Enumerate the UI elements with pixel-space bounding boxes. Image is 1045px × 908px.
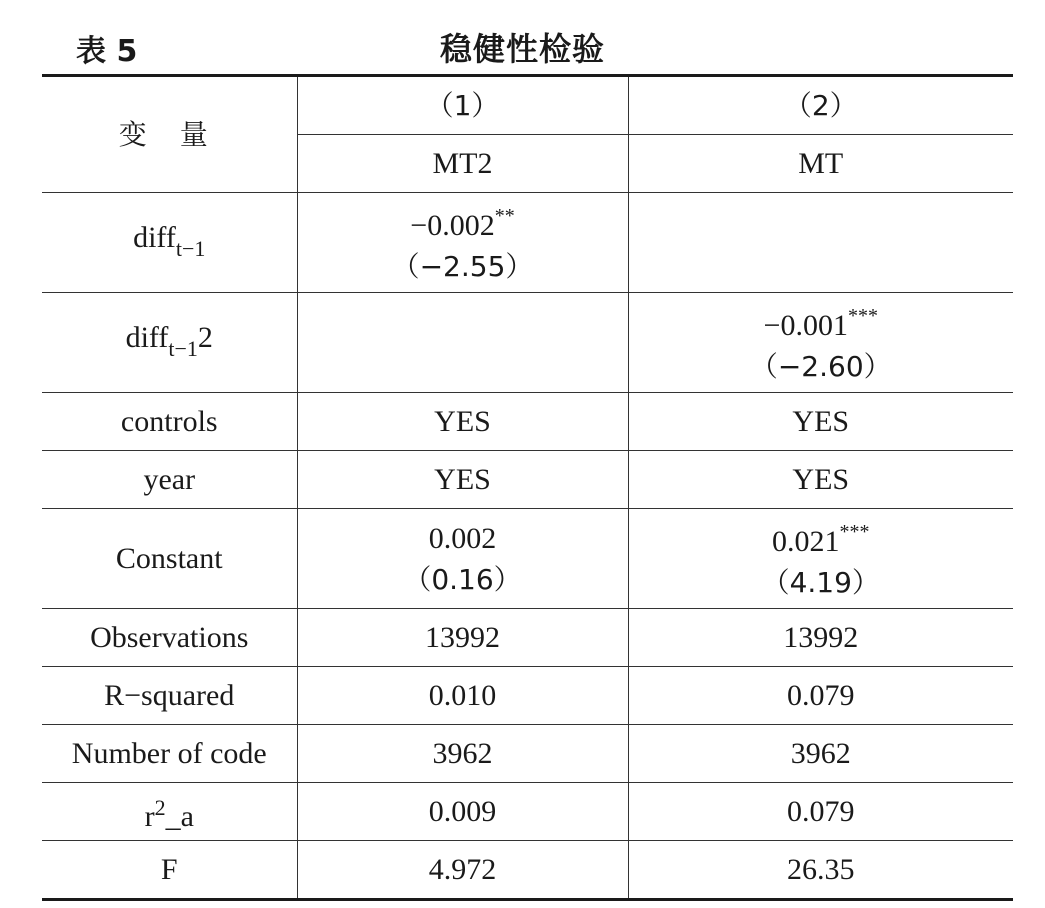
t-stat: （−2.55） xyxy=(391,250,534,283)
col2-number-cell xyxy=(628,76,1013,135)
header-row-1 xyxy=(42,76,1013,135)
row-label-diff2 xyxy=(42,293,297,393)
row-label-year: year xyxy=(42,451,297,509)
r-squared-col1: 0.010 xyxy=(297,667,628,725)
table-row-observations xyxy=(42,609,1013,667)
table-number: 表 5 xyxy=(76,34,138,69)
t-stat: （−2.60） xyxy=(749,350,892,383)
label-base: diff xyxy=(133,220,176,254)
row-label-controls: controls xyxy=(42,393,297,451)
observations-col1: 13992 xyxy=(297,609,628,667)
significance-stars: *** xyxy=(847,305,878,327)
regression-table xyxy=(42,74,1013,901)
constant-col1 xyxy=(297,509,628,609)
table-row-f xyxy=(42,841,1013,900)
coef-value: 0.002 xyxy=(428,521,497,555)
diff-col2-empty xyxy=(628,193,1013,293)
row-label-r-squared: R−squared xyxy=(42,667,297,725)
r2-a-col1: 0.009 xyxy=(297,783,628,841)
table-row-r2-a xyxy=(42,783,1013,841)
label-base: diff xyxy=(125,320,169,354)
row-label-observations: Observations xyxy=(42,609,297,667)
coef-value: 0.021 xyxy=(772,525,840,558)
label-superscript: 2 xyxy=(154,794,166,820)
col1-number: （1） xyxy=(425,89,500,122)
significance-stars: ** xyxy=(494,205,515,227)
t-stat: （0.16） xyxy=(403,562,522,596)
diff-col1 xyxy=(297,193,628,293)
controls-col1: YES xyxy=(297,393,628,451)
table-row-controls xyxy=(42,393,1013,451)
year-col2: YES xyxy=(628,451,1013,509)
f-col1: 4.972 xyxy=(297,841,628,900)
diff2-col1-empty xyxy=(297,293,628,393)
col1-dependent-var: MT2 xyxy=(297,135,628,193)
f-col2: 26.35 xyxy=(628,841,1013,900)
table-row-number-of-code xyxy=(42,725,1013,783)
label-base: r xyxy=(144,799,155,833)
table-caption xyxy=(0,22,1045,70)
row-label-diff xyxy=(42,193,297,293)
row-label-number-of-code: Number of code xyxy=(42,725,297,783)
diff2-col2 xyxy=(628,293,1013,393)
label-subscript: t−1 xyxy=(175,235,206,261)
constant-col2 xyxy=(628,509,1013,609)
coef-value: −0.002 xyxy=(410,209,495,242)
t-stat: （4.19） xyxy=(761,566,880,599)
number-of-code-col1: 3962 xyxy=(297,725,628,783)
label-subscript: t−1 xyxy=(168,335,198,361)
r2-a-col2: 0.079 xyxy=(628,783,1013,841)
table-row-diff2 xyxy=(42,293,1013,393)
col2-number: （2） xyxy=(783,89,858,122)
label-suffix: 2 xyxy=(197,320,213,354)
r-squared-col2: 0.079 xyxy=(628,667,1013,725)
controls-col2: YES xyxy=(628,393,1013,451)
table-row-r-squared xyxy=(42,667,1013,725)
coef-value: −0.001 xyxy=(763,309,848,342)
table-row-year xyxy=(42,451,1013,509)
number-of-code-col2: 3962 xyxy=(628,725,1013,783)
year-col1: YES xyxy=(297,451,628,509)
table-row-constant xyxy=(42,509,1013,609)
table-title: 稳健性检验 xyxy=(439,30,605,68)
observations-col2: 13992 xyxy=(628,609,1013,667)
label-suffix: _a xyxy=(165,799,194,833)
variable-header-cell xyxy=(42,76,297,193)
row-label-f: F xyxy=(42,841,297,900)
significance-stars: *** xyxy=(839,521,870,543)
col1-number-cell xyxy=(297,76,628,135)
row-label-constant: Constant xyxy=(42,509,297,609)
table-row-diff xyxy=(42,193,1013,293)
row-label-r2-a xyxy=(42,783,297,841)
variable-header: 变 量 xyxy=(118,118,220,151)
col2-dependent-var: MT xyxy=(628,135,1013,193)
